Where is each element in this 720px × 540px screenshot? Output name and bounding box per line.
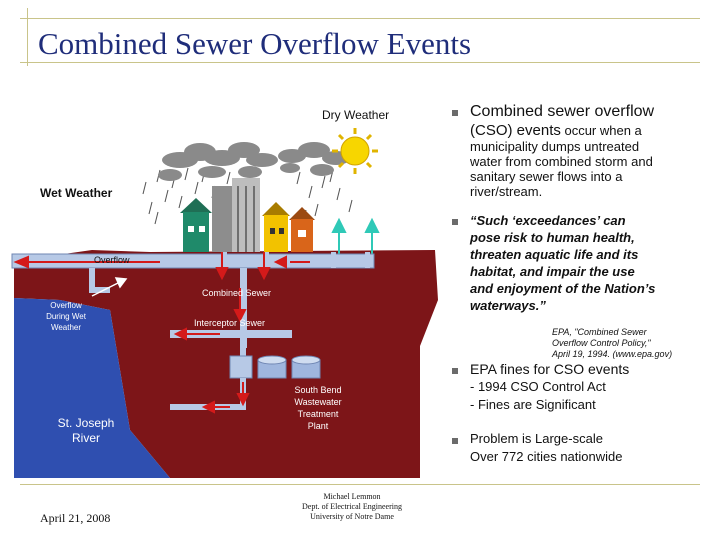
footer-rule [20, 484, 700, 485]
label-interceptor-sewer: Interceptor Sewer [194, 318, 266, 328]
yellow-house [262, 202, 290, 252]
dry-weather-arrows [333, 220, 378, 254]
bullet-marker [452, 110, 458, 116]
sun [332, 128, 378, 174]
footer-author: Michael Lemmon Dept. of Electrical Engineering University of Notre Dame [302, 492, 402, 521]
green-house [180, 198, 212, 252]
bullet-epa-quote: “Such ‘exceedances’ can pose risk to human health, threaten aquatic life and its habitat, and impair the use and enjoyment of the Nation’s waterways.” [470, 213, 656, 313]
bullet-cso-definition: Combined sewer overflow (CSO) events occur when a municipality dumps untreated water from combined storm and sanitary sewer flows into a river/stream. [470, 103, 655, 199]
label-river: St. Joseph River [57, 416, 115, 445]
label-overflow-during-wet: Overflow During Wet Weather [46, 301, 86, 332]
label-wet-weather: Wet Weather [40, 186, 113, 200]
footer-date: April 21, 2008 [40, 511, 111, 525]
office-building [212, 178, 260, 252]
bullet-marker [452, 438, 458, 444]
riser-pipe [365, 252, 370, 268]
label-treatment-plant: South Bend Wastewater Treatment Plant [294, 385, 342, 431]
slide-title: Combined Sewer Overflow Events [38, 26, 472, 61]
bullet-marker [452, 368, 458, 374]
citation: EPA, "Combined Sewer Overflow Control Policy," April 19, 1994. (www.epa.gov) [552, 327, 673, 359]
riser-pipe [331, 252, 336, 268]
clouds [158, 142, 350, 181]
label-overflow: Overflow [94, 255, 130, 265]
interceptor-drop [240, 338, 246, 358]
bullet-epa-fines: EPA fines for CSO events - 1994 CSO Control Act - Fines are Significant [470, 361, 630, 412]
bullet-large-scale: Problem is Large-scale Over 772 cities nationwide [470, 431, 623, 464]
bullet-marker [452, 219, 458, 225]
label-dry-weather: Dry Weather [322, 108, 390, 122]
orange-house [289, 207, 315, 252]
label-combined-sewer: Combined Sewer [202, 288, 272, 298]
